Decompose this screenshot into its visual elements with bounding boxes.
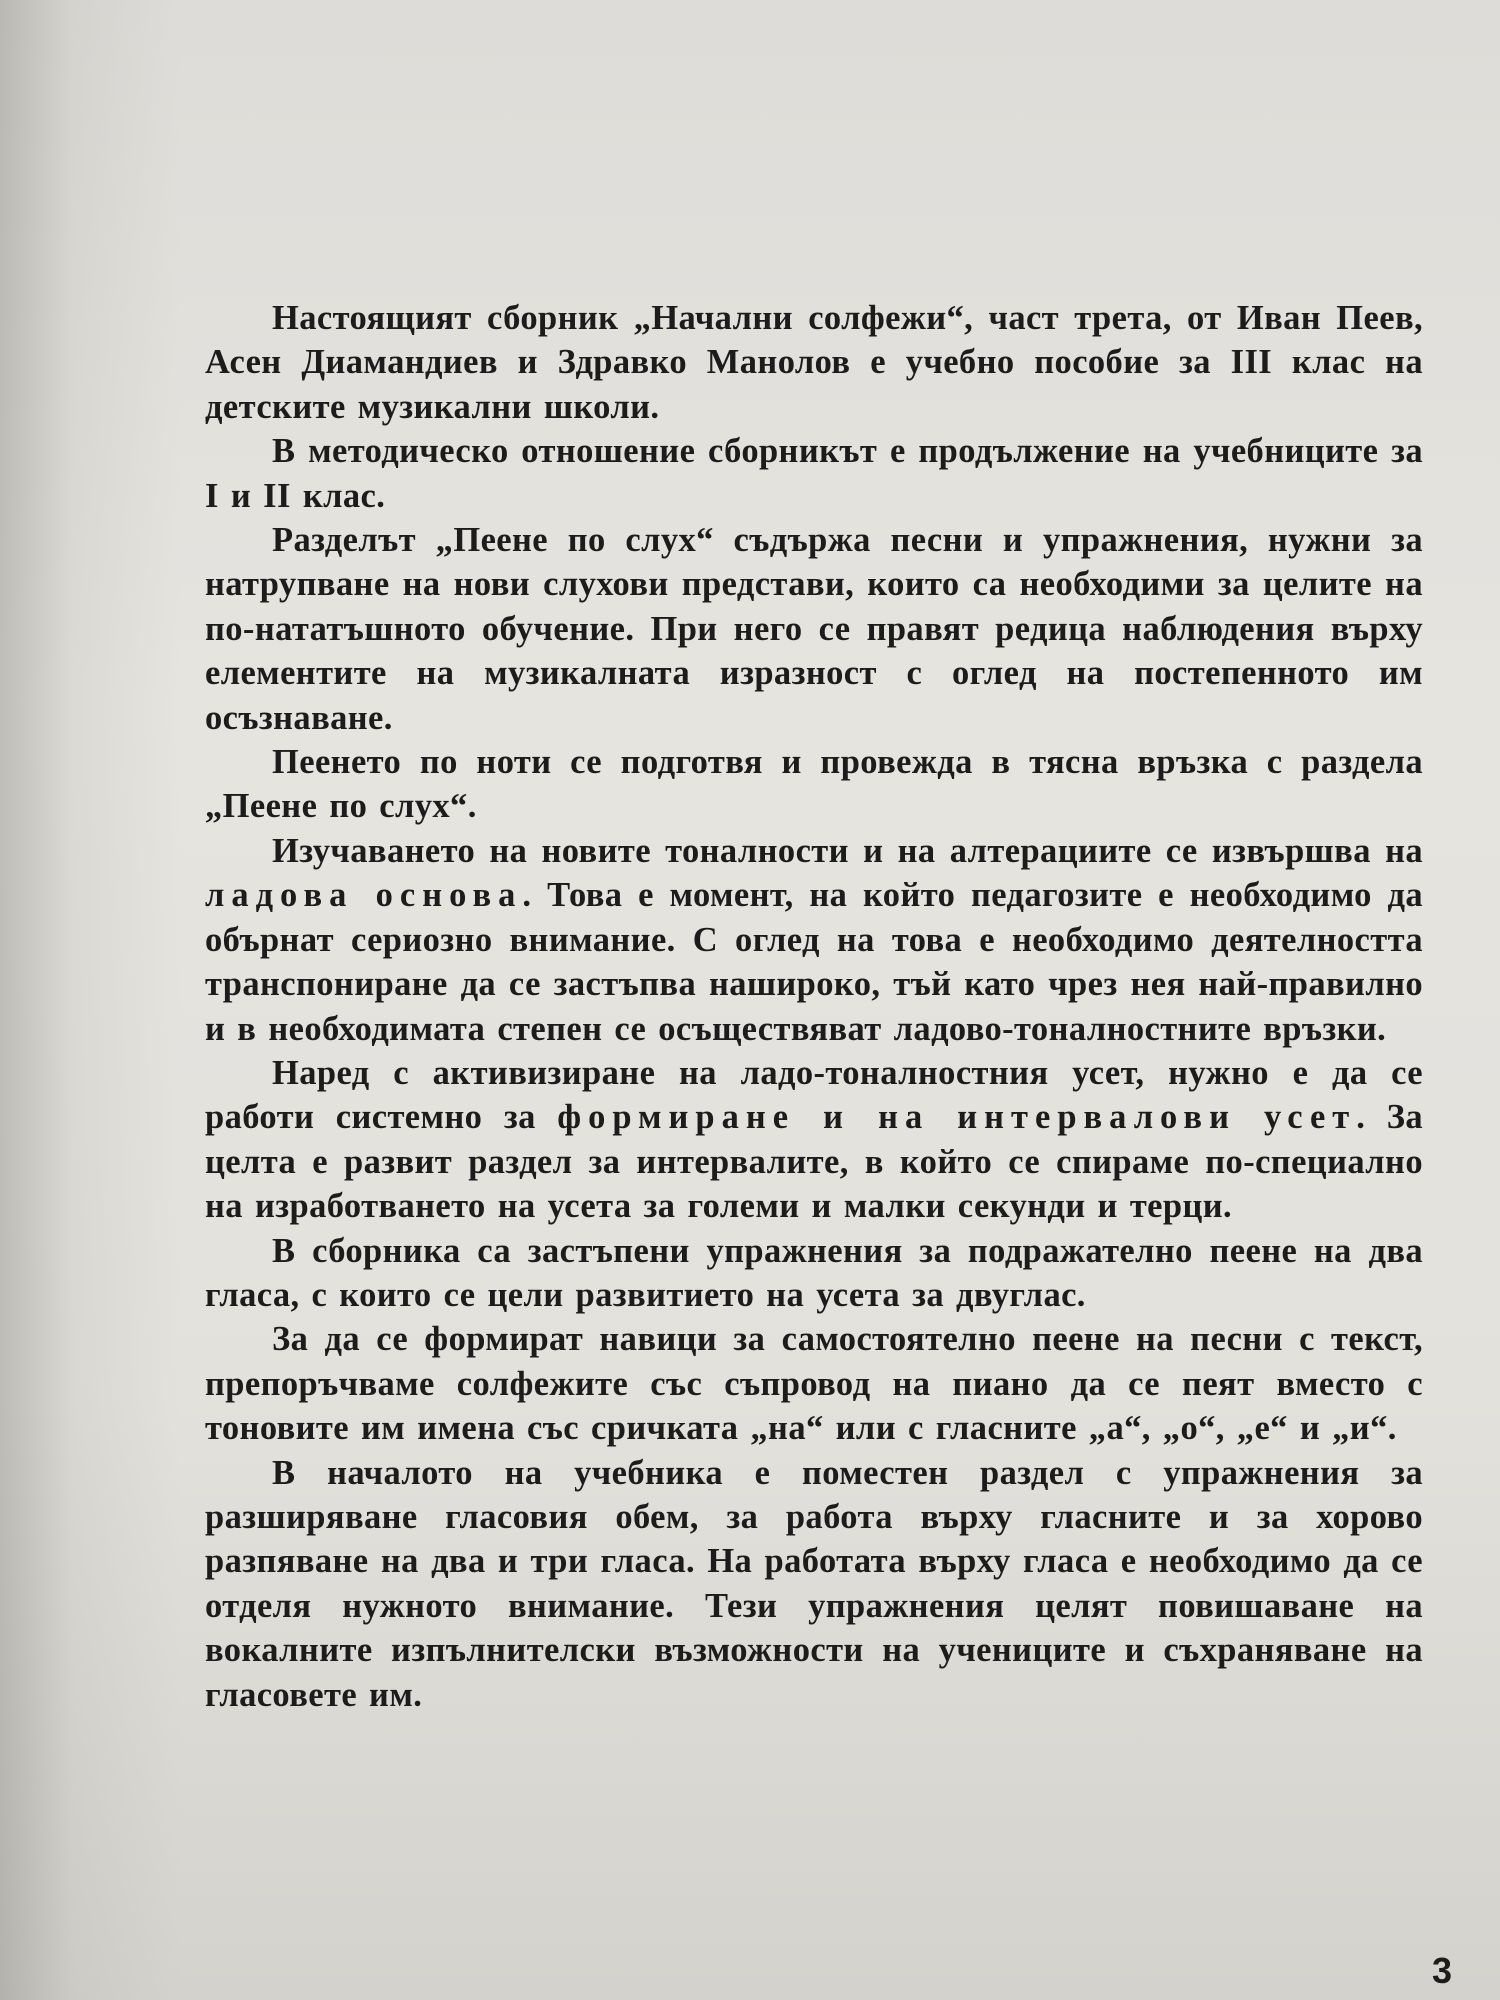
paragraph-6-emphasis: формиране и на интервалови усет xyxy=(557,1098,1357,1137)
paragraph-2: В методическо отношение сборникът е продължение на учебниците за I и II клас. xyxy=(205,432,1423,515)
paragraph-8: За да се формират навици за самостоятелно пеене на песни с текст, препоръчваме солфежите със съпровод на пиано да се пеят вместо с тоновите им имена със сричката „на“ или с гласните „а“, „о“, „е“ и „и“. xyxy=(205,1320,1423,1448)
preface-text xyxy=(205,296,1423,1717)
paragraph-7: В сборника са застъпени упражнения за подражателно пеене на два гласа, с които се цели развитието на усета за двуглас. xyxy=(205,1231,1423,1314)
paragraph-6-start: Наред с активизиране на ладо-тоналностния усет, нужно е да се работи системно за xyxy=(205,1053,1423,1137)
paragraph-9: В началото на учебника е поместен раздел с упражнения за разширяване гласовия обем, за работа върху гласните и за хорово разпяване на два и три гласа. На работата върху гласа е необходимо да се отделя нужното внимание. Тези упражнения целят повишаване на вокалните изпълнителски възможности на учениците и съхраняване на гласовете им. xyxy=(205,1453,1423,1714)
page-number: 3 xyxy=(1431,1950,1452,1991)
paragraph-5-emphasis: ладова основа xyxy=(205,876,523,915)
paragraph-5 xyxy=(205,829,1423,1051)
paragraph-5-start: Изучаването на новите тоналности и на алтерациите се извършва на xyxy=(272,831,1423,870)
paragraph-6-end: . За целта е развит раздел за интервалите, в който се спираме по-специално на изработването на усета за големи и малки секунди и терци. xyxy=(205,1098,1423,1226)
paragraph-1: Настоящият сборник „Начални солфежи“, част трета, от Иван Пеев, Асен Диамандиев и Здравко Манолов е учебно пособие за III клас на детските музикални школи. xyxy=(205,299,1423,426)
paragraph-5-end: . Това е момент, на който педагозите е необходимо да обърнат сериозно внимание. С оглед на това е необходимо деятелността транспониране да се застъпва нашироко, тъй като чрез нея най-правилно и в необходимата степен се осъществяват ладово-тоналностните връзки. xyxy=(205,876,1424,1048)
paragraph-4: Пеенето по ноти се подготвя и провежда в тясна връзка с раздела „Пеене по слух“. xyxy=(205,743,1423,826)
paragraph-6 xyxy=(205,1051,1423,1229)
paragraph-3: Разделът „Пеене по слух“ съдържа песни и упражнения, нужни за натрупване на нови слухови представи, които са необходими за целите на по-нататъшното обучение. При него се правят редица наблюдения върху елементите на музикалната изразност с оглед на постепенното им осъзнаване. xyxy=(205,521,1423,737)
